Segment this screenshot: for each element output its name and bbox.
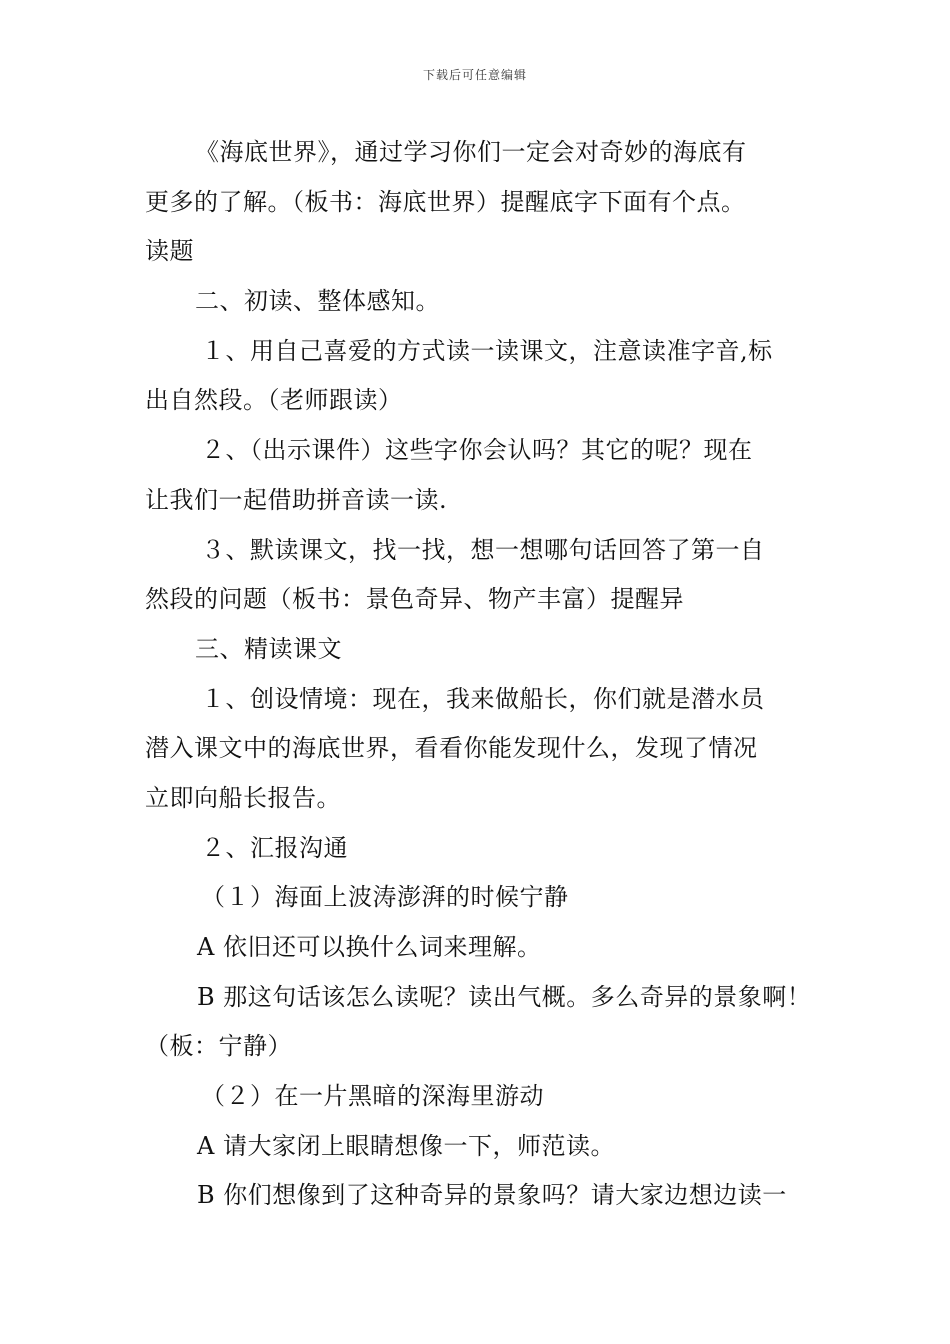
paragraph-line: ３、默读课文，找一找，想一想哪句话回答了第一自: [201, 535, 765, 564]
paragraph-line: （２）在一片黑暗的深海里游动: [201, 1082, 544, 1111]
section-heading: 三、精读课文: [195, 634, 342, 663]
paragraph-line: 然段的问题（板书：景色奇异、物产丰富）提醒异: [145, 585, 684, 614]
paragraph-line: 出自然段。（老师跟读）: [145, 386, 403, 415]
document-body: [145, 128, 825, 1221]
paragraph-line: （板：宁静）: [145, 1032, 292, 1061]
paragraph-line: 立即向船长报告。: [145, 783, 341, 812]
paragraph-line: ２、（出示课件）这些字你会认吗？其它的呢？现在: [201, 436, 753, 465]
page-header: 下载后可任意编辑: [422, 68, 527, 82]
paragraph-line: 读题: [145, 237, 194, 266]
paragraph-line: 潜入课文中的海底世界，看看你能发现什么，发现了情况: [145, 734, 758, 763]
paragraph-line: B 你们想像到了这种奇异的景象吗？请大家边想边读一: [197, 1181, 787, 1210]
paragraph-line: 让我们一起借助拼音读一读.: [145, 485, 448, 514]
paragraph-line: （１）海面上波涛澎湃的时候宁静: [201, 883, 569, 912]
paragraph-line: A 请大家闭上眼睛想像一下，师范读。: [197, 1131, 615, 1160]
paragraph-line: １、用自己喜爱的方式读一读课文，注意读准字音,标: [201, 336, 773, 365]
paragraph-line: 《海底世界》，通过学习你们一定会对奇妙的海底有: [195, 138, 747, 166]
section-heading: 二、初读、整体感知。: [195, 287, 440, 316]
paragraph-line: ２、汇报沟通: [201, 833, 348, 862]
paragraph-line: A 依旧还可以换什么词来理解。: [197, 933, 542, 961]
paragraph-line: １、创设情境：现在，我来做船长，你们就是潜水员: [201, 684, 765, 713]
paragraph-line: B 那这句话该怎么读呢？读出气概。多么奇异的景象啊！: [197, 982, 812, 1011]
paragraph-line: 更多的了解。（板书：海底世界）提醒底字下面有个点。: [145, 187, 746, 216]
